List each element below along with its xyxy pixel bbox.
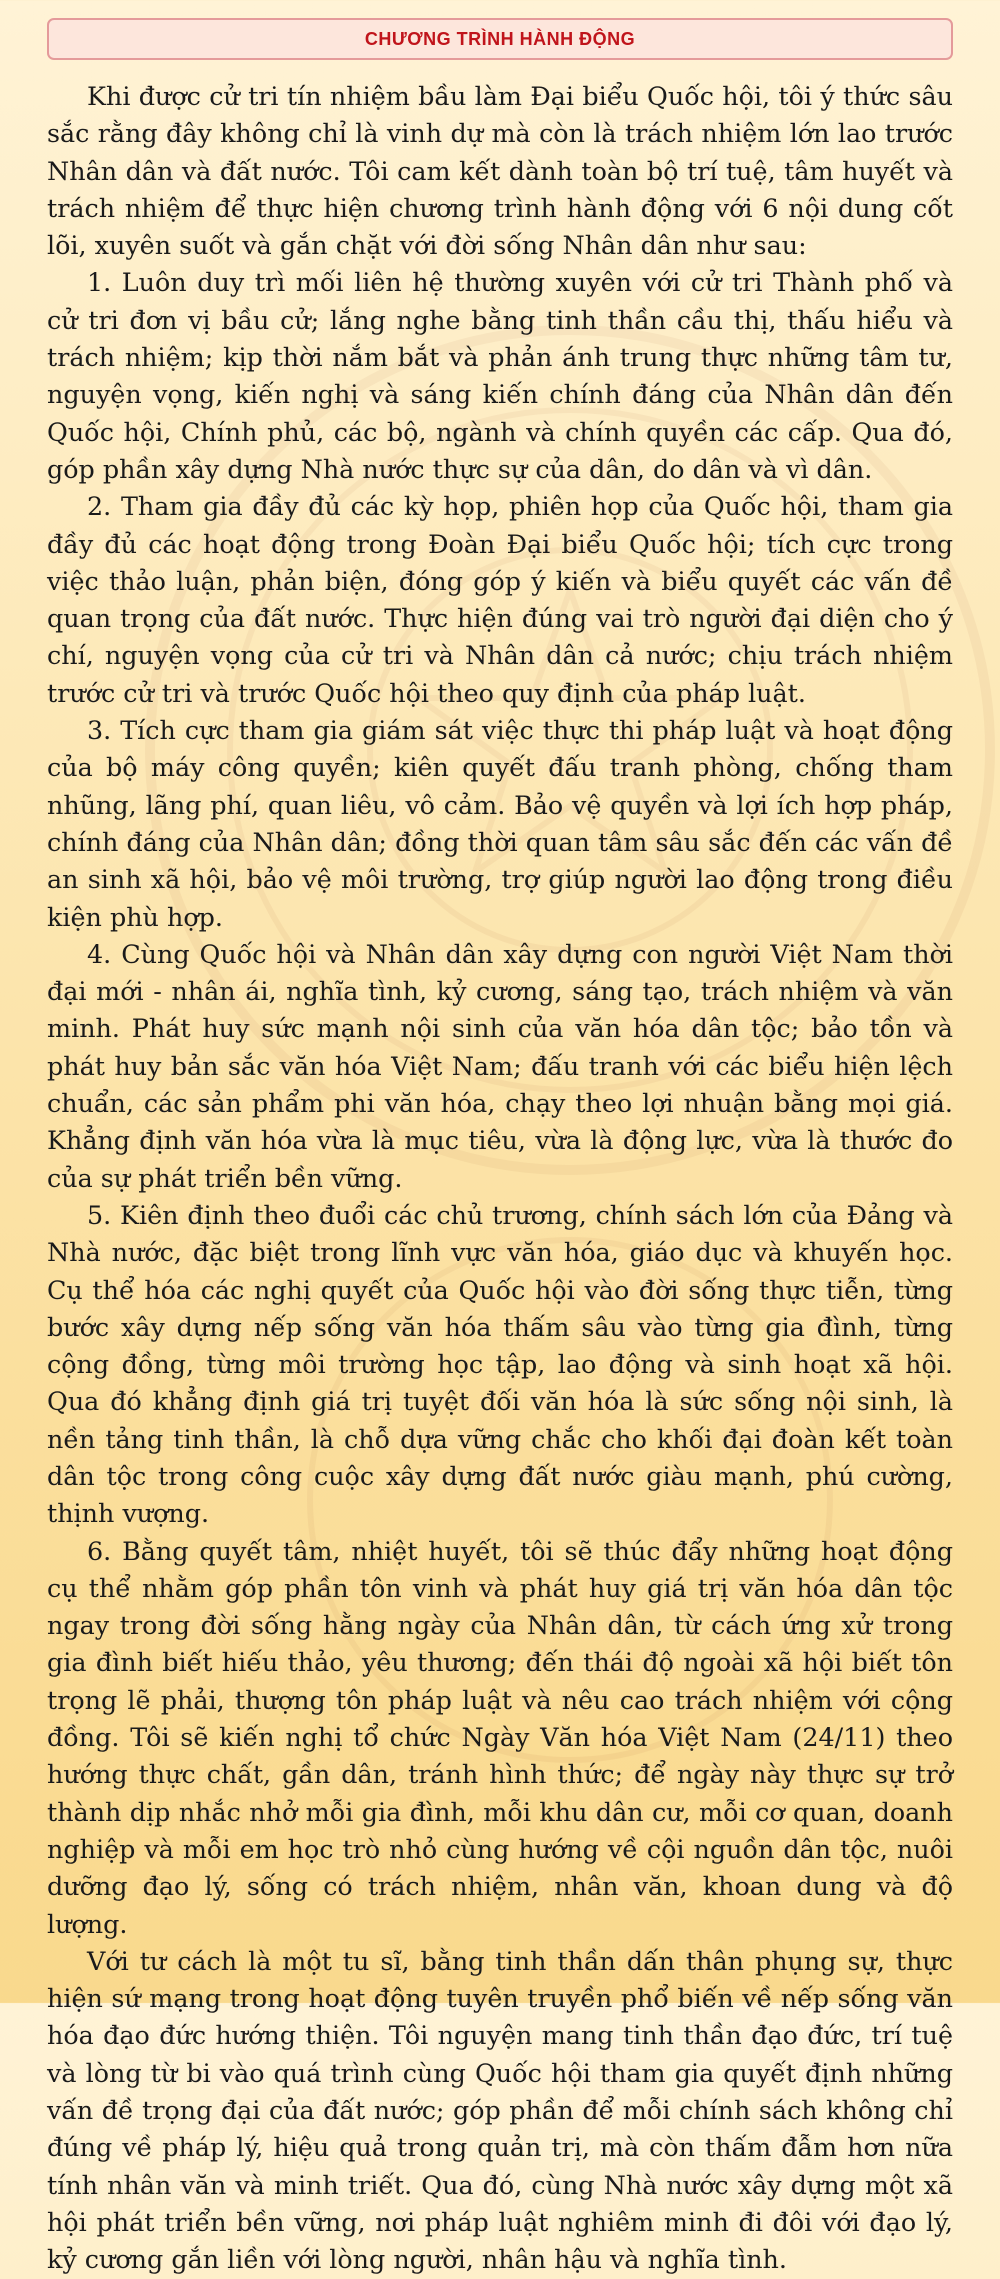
commitment-item-3: 3. Tích cực tham gia giám sát việc thực thi pháp luật và hoạt động của bộ máy công quyền; kiên quyết đấu tranh phòng, chống tham nhũng, lãng phí, quan liêu, vô cảm. Bảo vệ quyền và lợi ích hợp pháp, chính đáng của Nhân dân; đồng thời quan tâm sâu sắc đến các vấn đề an sinh xã hội, bảo vệ môi trường, trợ giúp người lao động trong điều kiện phù hợp. <box>47 715 953 932</box>
commitment-item-4: 4. Cùng Quốc hội và Nhân dân xây dựng con người Việt Nam thời đại mới - nhân ái, nghĩa tình, kỷ cương, sáng tạo, trách nhiệm và văn minh. Phát huy sức mạnh nội sinh của văn hóa dân tộc; bảo tồn và phát huy bản sắc văn hóa Việt Nam; đấu tranh với các biểu hiện lệch chuẩn, các sản phẩm phi văn hóa, chạy theo lợi nhuận bằng mọi giá. Khẳng định văn hóa vừa là mục tiêu, vừa là động lực, vừa là thước đo của sự phát triển bền vững. <box>47 938 953 1193</box>
commitment-item-6: 6. Bằng quyết tâm, nhiệt huyết, tôi sẽ thúc đẩy những hoạt động cụ thể nhằm góp phần tôn vinh và phát huy giá trị văn hóa dân tộc ngay trong đời sống hằng ngày của Nhân dân, từ cách ứng xử trong gia đình biết hiếu thảo, yêu thương; đến thái độ ngoài xã hội biết tôn trọng lẽ phải, thượng tôn pháp luật và nêu cao trách nhiệm với cộng đồng. Tôi sẽ kiến nghị tổ chức Ngày Văn hóa Việt Nam (24/11) theo hướng thực chất, gần dân, tránh hình thức; để ngày này thực sự trở thành dịp nhắc nhở mỗi gia đình, mỗi khu dân cư, mỗi cơ quan, doanh nghiệp và mỗi em học trò nhỏ cùng hướng về cội nguồn dân tộc, nuôi dưỡng đạo lý, sống có trách nhiệm, nhân văn, khoan dung và độ lượng. <box>47 1535 953 1939</box>
section-header <box>47 18 953 60</box>
section-title: CHƯƠNG TRÌNH HÀNH ĐỘNG <box>364 28 636 49</box>
intro-paragraph: Khi được cử tri tín nhiệm bầu làm Đại biểu Quốc hội, tôi ý thức sâu sắc rằng đây không chỉ là vinh dự mà còn là trách nhiệm lớn lao trước Nhân dân và đất nước. Tôi cam kết dành toàn bộ trí tuệ, tâm huyết và trách nhiệm để thực hiện chương trình hành động với 6 nội dung cốt lõi, xuyên suốt và gắn chặt với đời sống Nhân dân như sau: <box>47 81 953 261</box>
commitment-item-5: 5. Kiên định theo đuổi các chủ trương, chính sách lớn của Đảng và Nhà nước, đặc biệt trong lĩnh vực văn hóa, giáo dục và khuyến học. Cụ thể hóa các nghị quyết của Quốc hội vào đời sống thực tiễn, từng bước xây dựng nếp sống văn hóa thấm sâu vào từng gia đình, từng cộng đồng, từng môi trường học tập, lao động và sinh hoạt xã hội. Qua đó khẳng định giá trị tuyệt đối văn hóa là sức sống nội sinh, là nền tảng tinh thần, là chỗ dựa vững chắc cho khối đại đoàn kết toàn dân tộc trong công cuộc xây dựng đất nước giàu mạnh, phú cường, thịnh vượng. <box>47 1199 953 1529</box>
closing-paragraph: Với tư cách là một tu sĩ, bằng tinh thần dấn thân phụng sự, thực hiện sứ mạng trong hoạt động tuyên truyền phổ biến về nếp sống văn hóa đạo đức hướng thiện. Tôi nguyện mang tinh thần đạo đức, trí tuệ và lòng từ bi vào quá trình cùng Quốc hội tham gia quyết định những vấn đề trọng đại của đất nước; góp phần để mỗi chính sách không chỉ đúng về pháp lý, hiệu quả trong quản trị, mà còn thấm đẫm hơn nữa tính nhân văn và minh triết. Qua đó, cùng Nhà nước xây dựng một xã hội phát triển bền vững, nơi pháp luật nghiêm minh đi đôi với đạo lý, kỷ cương gắn liền với lòng người, nhân hậu và nghĩa tình. <box>47 1945 953 2275</box>
commitment-item-1: 1. Luôn duy trì mối liên hệ thường xuyên với cử tri Thành phố và cử tri đơn vị bầu cử; lắng nghe bằng tinh thần cầu thị, thấu hiểu và trách nhiệm; kịp thời nắm bắt và phản ánh trung thực những tâm tư, nguyện vọng, kiến nghị và sáng kiến chính đáng của Nhân dân đến Quốc hội, Chính phủ, các bộ, ngành và chính quyền các cấp. Qua đó, góp phần xây dựng Nhà nước thực sự của dân, do dân và vì dân. <box>47 267 953 484</box>
commitment-item-2: 2. Tham gia đầy đủ các kỳ họp, phiên họp của Quốc hội, tham gia đầy đủ các hoạt động trong Đoàn Đại biểu Quốc hội; tích cực trong việc thảo luận, phản biện, đóng góp ý kiến và biểu quyết các vấn đề quan trọng của đất nước. Thực hiện đúng vai trò người đại diện cho ý chí, nguyện vọng của cử tri và Nhân dân cả nước; chịu trách nhiệm trước cử tri và trước Quốc hội theo quy định của pháp luật. <box>47 491 953 708</box>
article-body <box>47 78 953 2279</box>
